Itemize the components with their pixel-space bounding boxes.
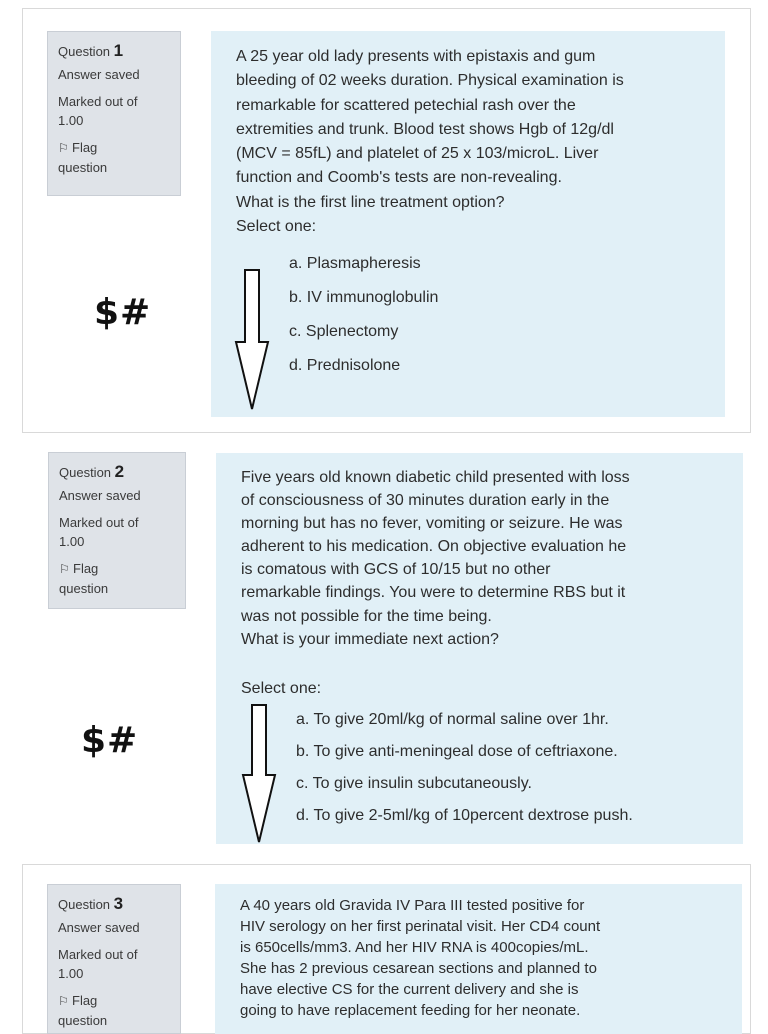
dollar-hash-marker: $# [94,292,152,333]
question-text-line: bleeding of 02 weeks duration. Physical examination is [236,72,624,90]
question-text-line: She has 2 previous cesarean sections and planned to [240,959,597,977]
question-text-line: A 40 years old Gravida IV Para III tested positive for [240,897,585,914]
answer-option-b[interactable]: b. IV immunoglobulin [289,289,439,307]
question-text-line: morning but has no fever, vomiting or seizure. He was [241,515,623,533]
question-text-line: is comatous with GCS of 10/15 but no other [241,561,551,579]
marked-out-of: Marked out of 1.00 [58,947,138,981]
question-text-line: is 650cells/mm3. And her HIV RNA is 400copies/mL. [240,938,589,956]
select-one-label: Select one: [241,679,322,697]
question-2-text [216,453,743,844]
flag-question-button[interactable]: ⚐ Flag question [59,561,109,596]
down-arrow-icon [234,268,270,412]
question-text-line: have elective CS for the current delivery and she is [240,980,579,998]
question-text-line: was not possible for the time being. [241,607,492,625]
answer-list [241,704,723,832]
flag-icon: ⚐ [58,994,69,1008]
question-text-line: extremities and trunk. Blood test shows Hgb of 12g/dl [236,120,614,138]
answer-option-a[interactable]: a. Plasmapheresis [289,255,421,273]
flag-icon: ⚐ [58,141,69,155]
dollar-hash-marker: $# [81,720,139,761]
answer-state: Answer saved [59,488,141,503]
question-text-line: (MCV = 85fL) and platelet of 25 x 103/microL. Liver [236,145,599,163]
question-1-text [211,31,725,417]
question-text-line: Five years old known diabetic child presented with loss [241,469,630,486]
answer-list [236,247,701,383]
question-text-line: What is your immediate next action? [241,630,499,648]
question-text-line: adherent to his medication. On objective evaluation he [241,538,627,556]
marked-out-of: Marked out of 1.00 [58,94,138,128]
question-text-line: What is the first line treatment option? [236,193,505,211]
question-3-text [215,884,742,1034]
question-number: Question 3 [58,894,124,913]
question-number: Question 2 [59,462,125,481]
marked-out-of: Marked out of 1.00 [59,515,139,549]
answer-option-a[interactable]: a. To give 20ml/kg of normal saline over 1hr. [296,710,609,728]
flag-question-button[interactable]: ⚐ Flag question [58,993,108,1028]
answer-state: Answer saved [58,920,140,935]
question-text-line: remarkable for scattered petechial rash over the [236,96,576,114]
question-text-line: going to have replacement feeding for her neonate. [240,1001,581,1019]
answer-state: Answer saved [58,67,140,82]
flag-question-button[interactable]: ⚐ Flag question [58,140,108,175]
answer-option-b[interactable]: b. To give anti-meningeal dose of ceftriaxone. [296,742,618,760]
question-text-line: function and Coomb's tests are non-revealing. [236,169,562,187]
answer-option-d[interactable]: d. To give 2-5ml/kg of 10percent dextrose push. [296,806,633,824]
answer-option-c[interactable]: c. To give insulin subcutaneously. [296,774,532,792]
question-1-info [47,31,181,196]
down-arrow-icon [241,703,277,845]
question-text-line: remarkable findings. You were to determine RBS but it [241,584,626,602]
question-text-line: of consciousness of 30 minutes duration early in the [241,492,610,510]
answer-option-c[interactable]: c. Splenectomy [289,323,399,341]
question-2-info [48,452,186,609]
question-number: Question 1 [58,41,124,60]
question-3-info [47,884,181,1034]
question-text-line: A 25 year old lady presents with epistaxis and gum [236,48,596,65]
answer-option-d[interactable]: d. Prednisolone [289,357,401,375]
flag-icon: ⚐ [59,562,70,576]
select-one-label: Select one: [236,218,317,236]
question-text-line: HIV serology on her first perinatal visit. Her CD4 count [240,917,601,935]
